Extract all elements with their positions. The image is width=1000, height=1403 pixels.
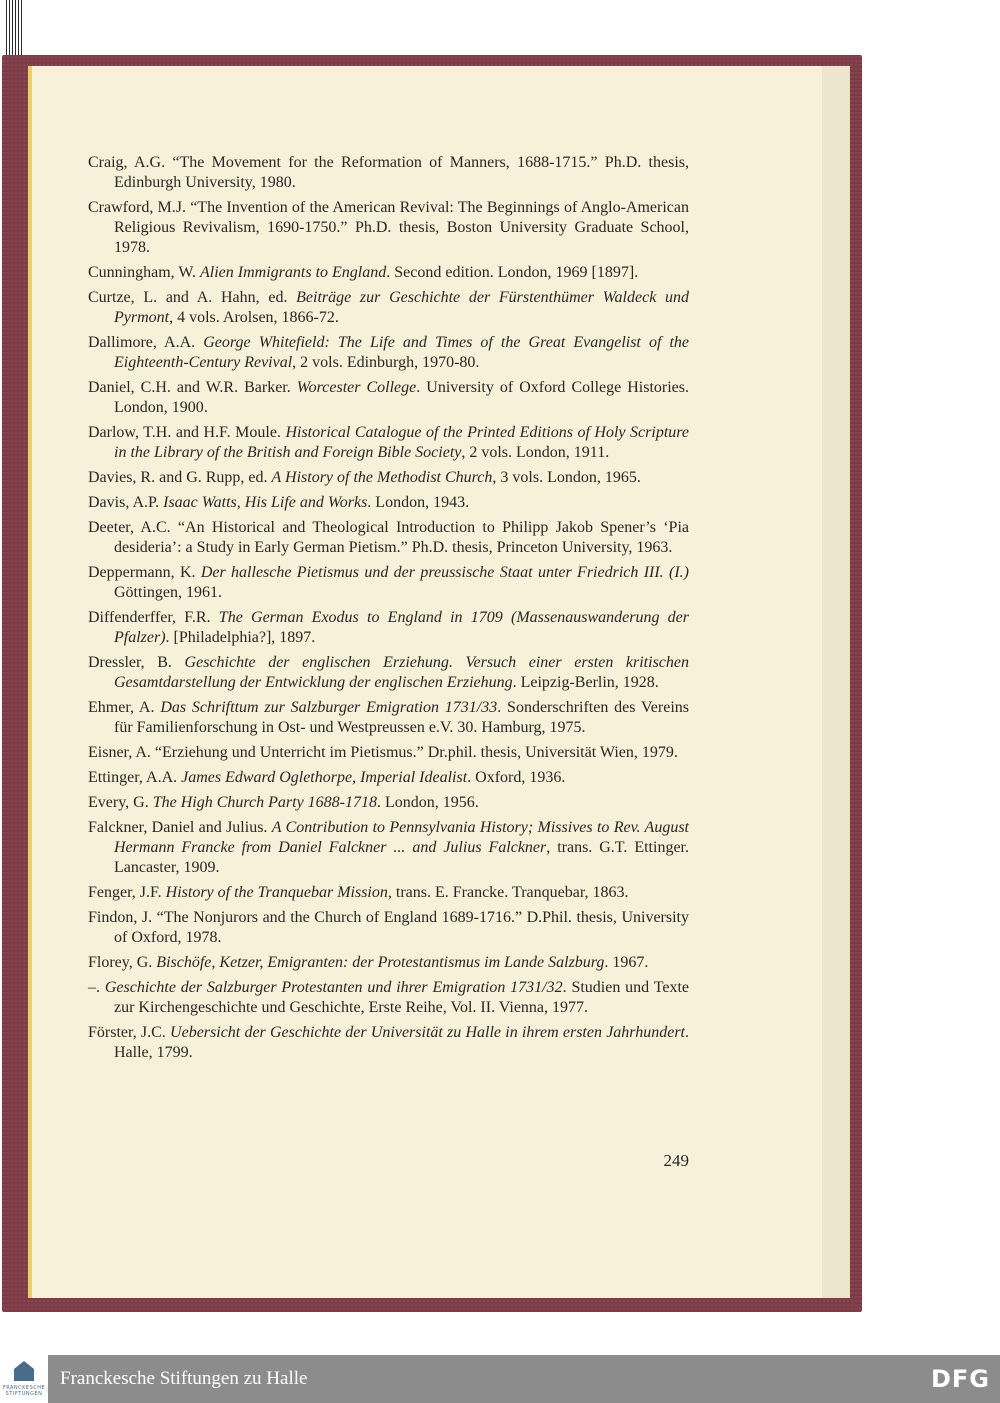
entry-details: . London, 1943. xyxy=(367,494,470,511)
entry-details: “An Historical and Theological Introduction to Philipp Jakob Spener’s ‘Pia desideria’: a Study in Early German Pietism.” Ph.D. thesis, Princeton University, 1963. xyxy=(114,519,689,556)
entry-title: Beiträge zur Geschichte der Fürstenthümer Waldeck und Pyrmont xyxy=(114,289,689,326)
entry-details: , 3 vols. London, 1965. xyxy=(492,469,641,486)
entry-author: Florey, G. xyxy=(88,954,157,971)
entry-details: “The Nonjurors and the Church of England 1689-1716.” D.Phil. thesis, University of Oxford, 1978. xyxy=(114,909,689,946)
entry-details: . 1967. xyxy=(604,954,649,971)
entry-title: Geschichte der englischen Erziehung. Versuch einer ersten kritischen Gesamtdarstellung der Entwicklung der englischen Erziehung xyxy=(114,654,690,691)
entry-title: Isaac Watts, His Life and Works xyxy=(163,494,368,511)
entry-author: Deeter, A.C. xyxy=(88,519,178,536)
bibliography-entry xyxy=(88,288,689,328)
entry-title: Uebersicht der Geschichte der Universität zu Halle in ihrem ersten Jahrhundert xyxy=(170,1024,686,1041)
entry-title: A Contribution to Pennsylvania History; Missives to Rev. August Hermann Francke from Daniel Falckner ... and Julius Falckner xyxy=(114,819,689,856)
entry-details: Göttingen, 1961. xyxy=(114,584,222,601)
entry-details: , trans. G.T. Ettinger. Lancaster, 1909. xyxy=(114,839,689,876)
entry-details: . London, 1956. xyxy=(377,794,479,811)
entry-details: . Oxford, 1936. xyxy=(467,769,566,786)
entry-author: Darlow, T.H. and H.F. Moule. xyxy=(88,424,286,441)
entry-details: . University of Oxford College Histories. London, 1900. xyxy=(114,379,690,416)
entry-title: The High Church Party 1688-1718 xyxy=(152,794,377,811)
institution-logo[interactable] xyxy=(0,1355,48,1403)
entry-title: James Edward Oglethorpe, Imperial Idealist xyxy=(181,769,468,786)
entry-title: Worcester College xyxy=(296,379,417,396)
entry-title: Bischöfe, Ketzer, Emigranten: der Protestantismus im Lande Salzburg xyxy=(156,954,605,971)
entry-title: Das Schrifttum zur Salzburger Emigration 1731/33 xyxy=(160,699,498,716)
building-icon xyxy=(14,1361,34,1381)
entry-details: , trans. E. Francke. Tranquebar, 1863. xyxy=(387,884,629,901)
entry-details: . Leipzig-Berlin, 1928. xyxy=(512,674,659,691)
bibliography-entry xyxy=(88,883,689,903)
bibliography-entry xyxy=(88,263,689,283)
bibliography-entry xyxy=(88,1023,689,1063)
entry-details: “Erziehung und Unterricht im Pietismus.” Dr.phil. thesis, Universität Wien, 1979. xyxy=(154,744,678,761)
bookmark-tassel xyxy=(6,0,22,62)
bibliography-list xyxy=(88,153,689,1068)
page-edges xyxy=(820,66,850,1298)
bibliography-entry xyxy=(88,153,689,193)
entry-title: A History of the Methodist Church xyxy=(271,469,493,486)
bibliography-entry xyxy=(88,378,689,418)
entry-author: Findon, J. xyxy=(88,909,157,926)
bibliography-entry xyxy=(88,818,689,878)
bibliography-entry xyxy=(88,953,689,973)
footer-title[interactable]: Franckesche Stiftungen zu Halle xyxy=(60,1368,308,1389)
bibliography-entry xyxy=(88,423,689,463)
entry-title: Historical Catalogue of the Printed Editions of Holy Scripture in the Library of the British and Foreign Bible Society xyxy=(114,424,690,461)
page-number: 249 xyxy=(663,1151,689,1170)
entry-details: . Studien und Texte zur Kirchengeschichte und Geschichte, Erste Reihe, Vol. II. Vienna, 1977. xyxy=(114,979,690,1016)
entry-author: Daniel, C.H. and W.R. Barker. xyxy=(88,379,297,396)
bibliography-entry xyxy=(88,743,689,763)
entry-author: Förster, J.C. xyxy=(88,1024,171,1041)
entry-author: Dallimore, A.A. xyxy=(88,334,204,351)
bibliography-entry xyxy=(88,493,689,513)
entry-author: Davis, A.P. xyxy=(88,494,164,511)
bibliography-entry xyxy=(88,518,689,558)
bibliography-entry xyxy=(88,698,689,738)
bibliography-entry xyxy=(88,468,689,488)
book-page xyxy=(28,66,822,1298)
entry-author: Fenger, J.F. xyxy=(88,884,166,901)
entry-author: –. xyxy=(88,979,105,996)
bibliography-entry xyxy=(88,793,689,813)
entry-details: , 4 vols. Arolsen, 1866-72. xyxy=(169,309,339,326)
entry-details: “The Invention of the American Revival: The Beginnings of Anglo-American Religious Revivalism, 1690-1750.” Ph.D. thesis, Boston University Graduate School, 1978. xyxy=(114,199,690,256)
entry-author: Davies, R. and G. Rupp, ed. xyxy=(88,469,272,486)
entry-title: The German Exodus to England in 1709 (Massenauswanderung der Pfalzer) xyxy=(114,609,689,646)
entry-author: Diffenderffer, F.R. xyxy=(88,609,219,626)
entry-author: Deppermann, K. xyxy=(88,564,201,581)
bibliography-entry xyxy=(88,908,689,948)
bibliography-entry xyxy=(88,653,689,693)
bibliography-entry xyxy=(88,768,689,788)
entry-author: Crawford, M.J. xyxy=(88,199,191,216)
entry-details: . Second edition. London, 1969 [1897]. xyxy=(386,264,639,281)
bibliography-entry xyxy=(88,978,689,1018)
dfg-logo[interactable]: DFG xyxy=(930,1365,990,1393)
entry-title: History of the Tranquebar Mission xyxy=(165,884,388,901)
entry-title: George Whitefield: The Life and Times of the Great Evangelist of the Eighteenth-Century Revival xyxy=(114,334,690,371)
bibliography-entry xyxy=(88,333,689,373)
entry-author: Dressler, B. xyxy=(88,654,185,671)
bibliography-entry xyxy=(88,563,689,603)
entry-details: “The Movement for the Reformation of Manners, 1688-1715.” Ph.D. thesis, Edinburgh University, 1980. xyxy=(114,154,689,191)
logo-text: FRANCKESCHE STIFTUNGEN xyxy=(2,1385,46,1397)
entry-author: Ehmer, A. xyxy=(88,699,161,716)
entry-author: Eisner, A. xyxy=(88,744,155,761)
footer-bar xyxy=(0,1355,1000,1403)
entry-details: . Halle, 1799. xyxy=(114,1024,690,1061)
bibliography-entry xyxy=(88,198,689,258)
entry-author: Craig, A.G. xyxy=(88,154,173,171)
spine-strip xyxy=(28,66,32,1298)
entry-details: . Sonderschriften des Vereins für Familienforschung in Ost- und Westpreussen e.V. 30. Hamburg, 1975. xyxy=(114,699,689,736)
entry-title: Alien Immigrants to England xyxy=(200,264,387,281)
entry-author: Falckner, Daniel and Julius. xyxy=(88,819,272,836)
entry-details: , 2 vols. London, 1911. xyxy=(461,444,610,461)
entry-author: Cunningham, W. xyxy=(88,264,201,281)
entry-title: Geschichte der Salzburger Protestanten und ihrer Emigration 1731/32 xyxy=(104,979,563,996)
bibliography-entry xyxy=(88,608,689,648)
entry-details: , 2 vols. Edinburgh, 1970-80. xyxy=(292,354,480,371)
entry-author: Every, G. xyxy=(88,794,153,811)
entry-details: . [Philadelphia?], 1897. xyxy=(165,629,316,646)
entry-title: Der hallesche Pietismus und der preussische Staat unter Friedrich III. (I.) xyxy=(200,564,689,581)
entry-author: Ettinger, A.A. xyxy=(88,769,182,786)
entry-author: Curtze, L. and A. Hahn, ed. xyxy=(88,289,297,306)
